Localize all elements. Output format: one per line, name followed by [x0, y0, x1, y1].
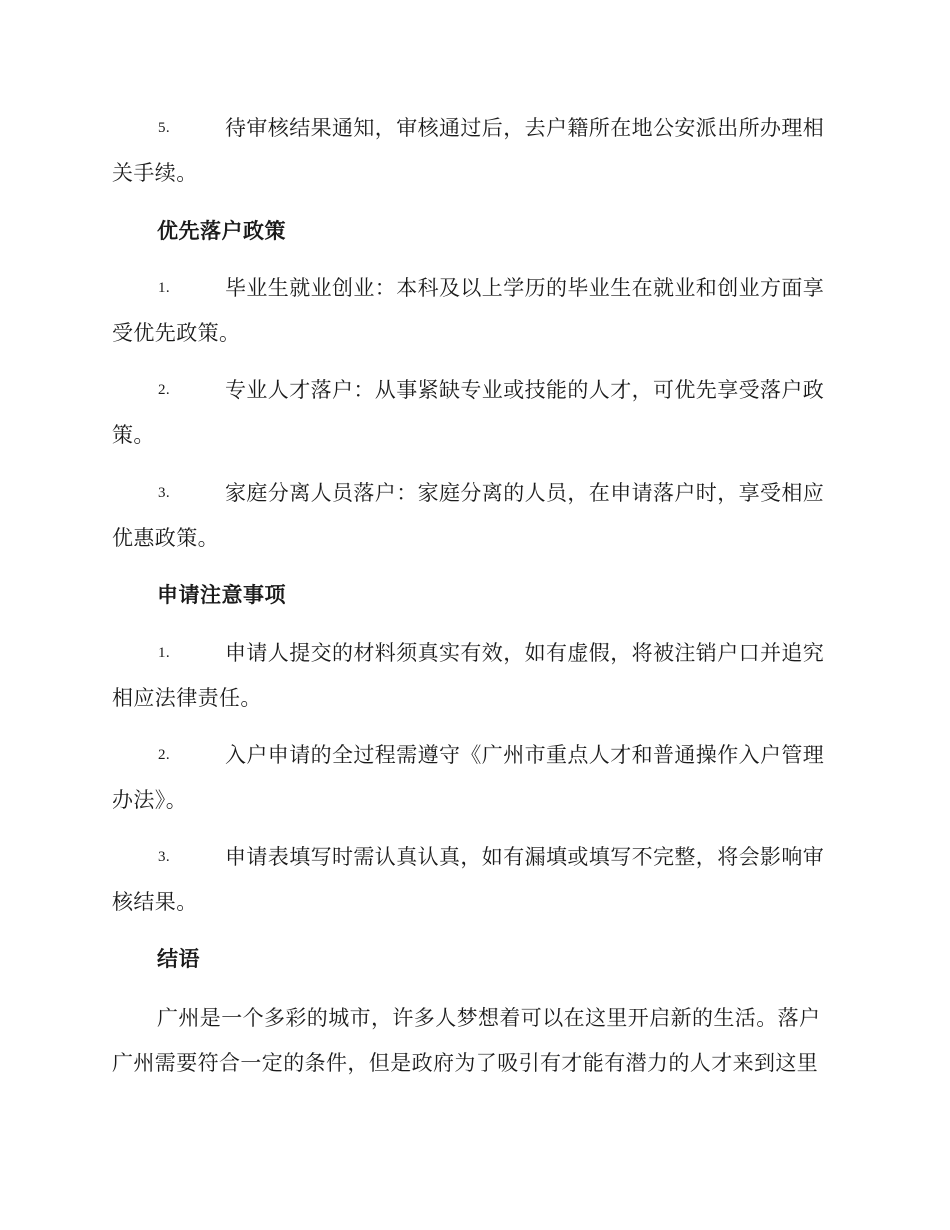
list-item [112, 368, 838, 458]
list-item-text: 家庭分离人员落户：家庭分离的人员，在申请落户时，享受相应优惠政策。 [112, 481, 825, 550]
section-heading: 优先落户政策 [157, 219, 286, 243]
list-item [112, 266, 838, 356]
list-item-number: 2. [158, 382, 171, 398]
list-item-text: 专业人才落户：从事紧缺专业或技能的人才，可优先享受落户政策。 [112, 378, 825, 447]
list-item [112, 106, 838, 196]
list-item-number: 1. [158, 645, 171, 661]
list-item-number: 1. [158, 280, 171, 296]
list-item [112, 835, 838, 925]
list-item [112, 471, 838, 561]
section-heading: 申请注意事项 [157, 583, 286, 607]
list-item-text: 申请人提交的材料须真实有效，如有虚假，将被注销户口并追究相应法律责任。 [112, 641, 825, 710]
list-item-number: 2. [158, 747, 171, 763]
list-item-number: 3. [158, 485, 171, 501]
body-paragraph: 广州是一个多彩的城市，许多人梦想着可以在这里开启新的生活。落户广州需要符合一定的条件，但是政府为了吸引有才能有潜力的人才来到这里 [112, 1006, 821, 1075]
list-item [112, 733, 838, 823]
list-item-text: 申请表填写时需认真认真，如有漏填或填写不完整，将会影响审核结果。 [112, 845, 825, 914]
list-item-number: 3. [158, 849, 171, 865]
list-item-text: 毕业生就业创业：本科及以上学历的毕业生在就业和创业方面享受优先政策。 [112, 276, 825, 345]
section-heading: 结语 [157, 947, 200, 971]
list-item-text: 入户申请的全过程需遵守《广州市重点人才和普通操作入户管理办法》。 [112, 743, 825, 812]
list-item-text: 待审核结果通知，审核通过后，去户籍所在地公安派出所办理相关手续。 [112, 116, 825, 185]
list-item-number: 5. [158, 120, 171, 136]
list-item [112, 631, 838, 721]
